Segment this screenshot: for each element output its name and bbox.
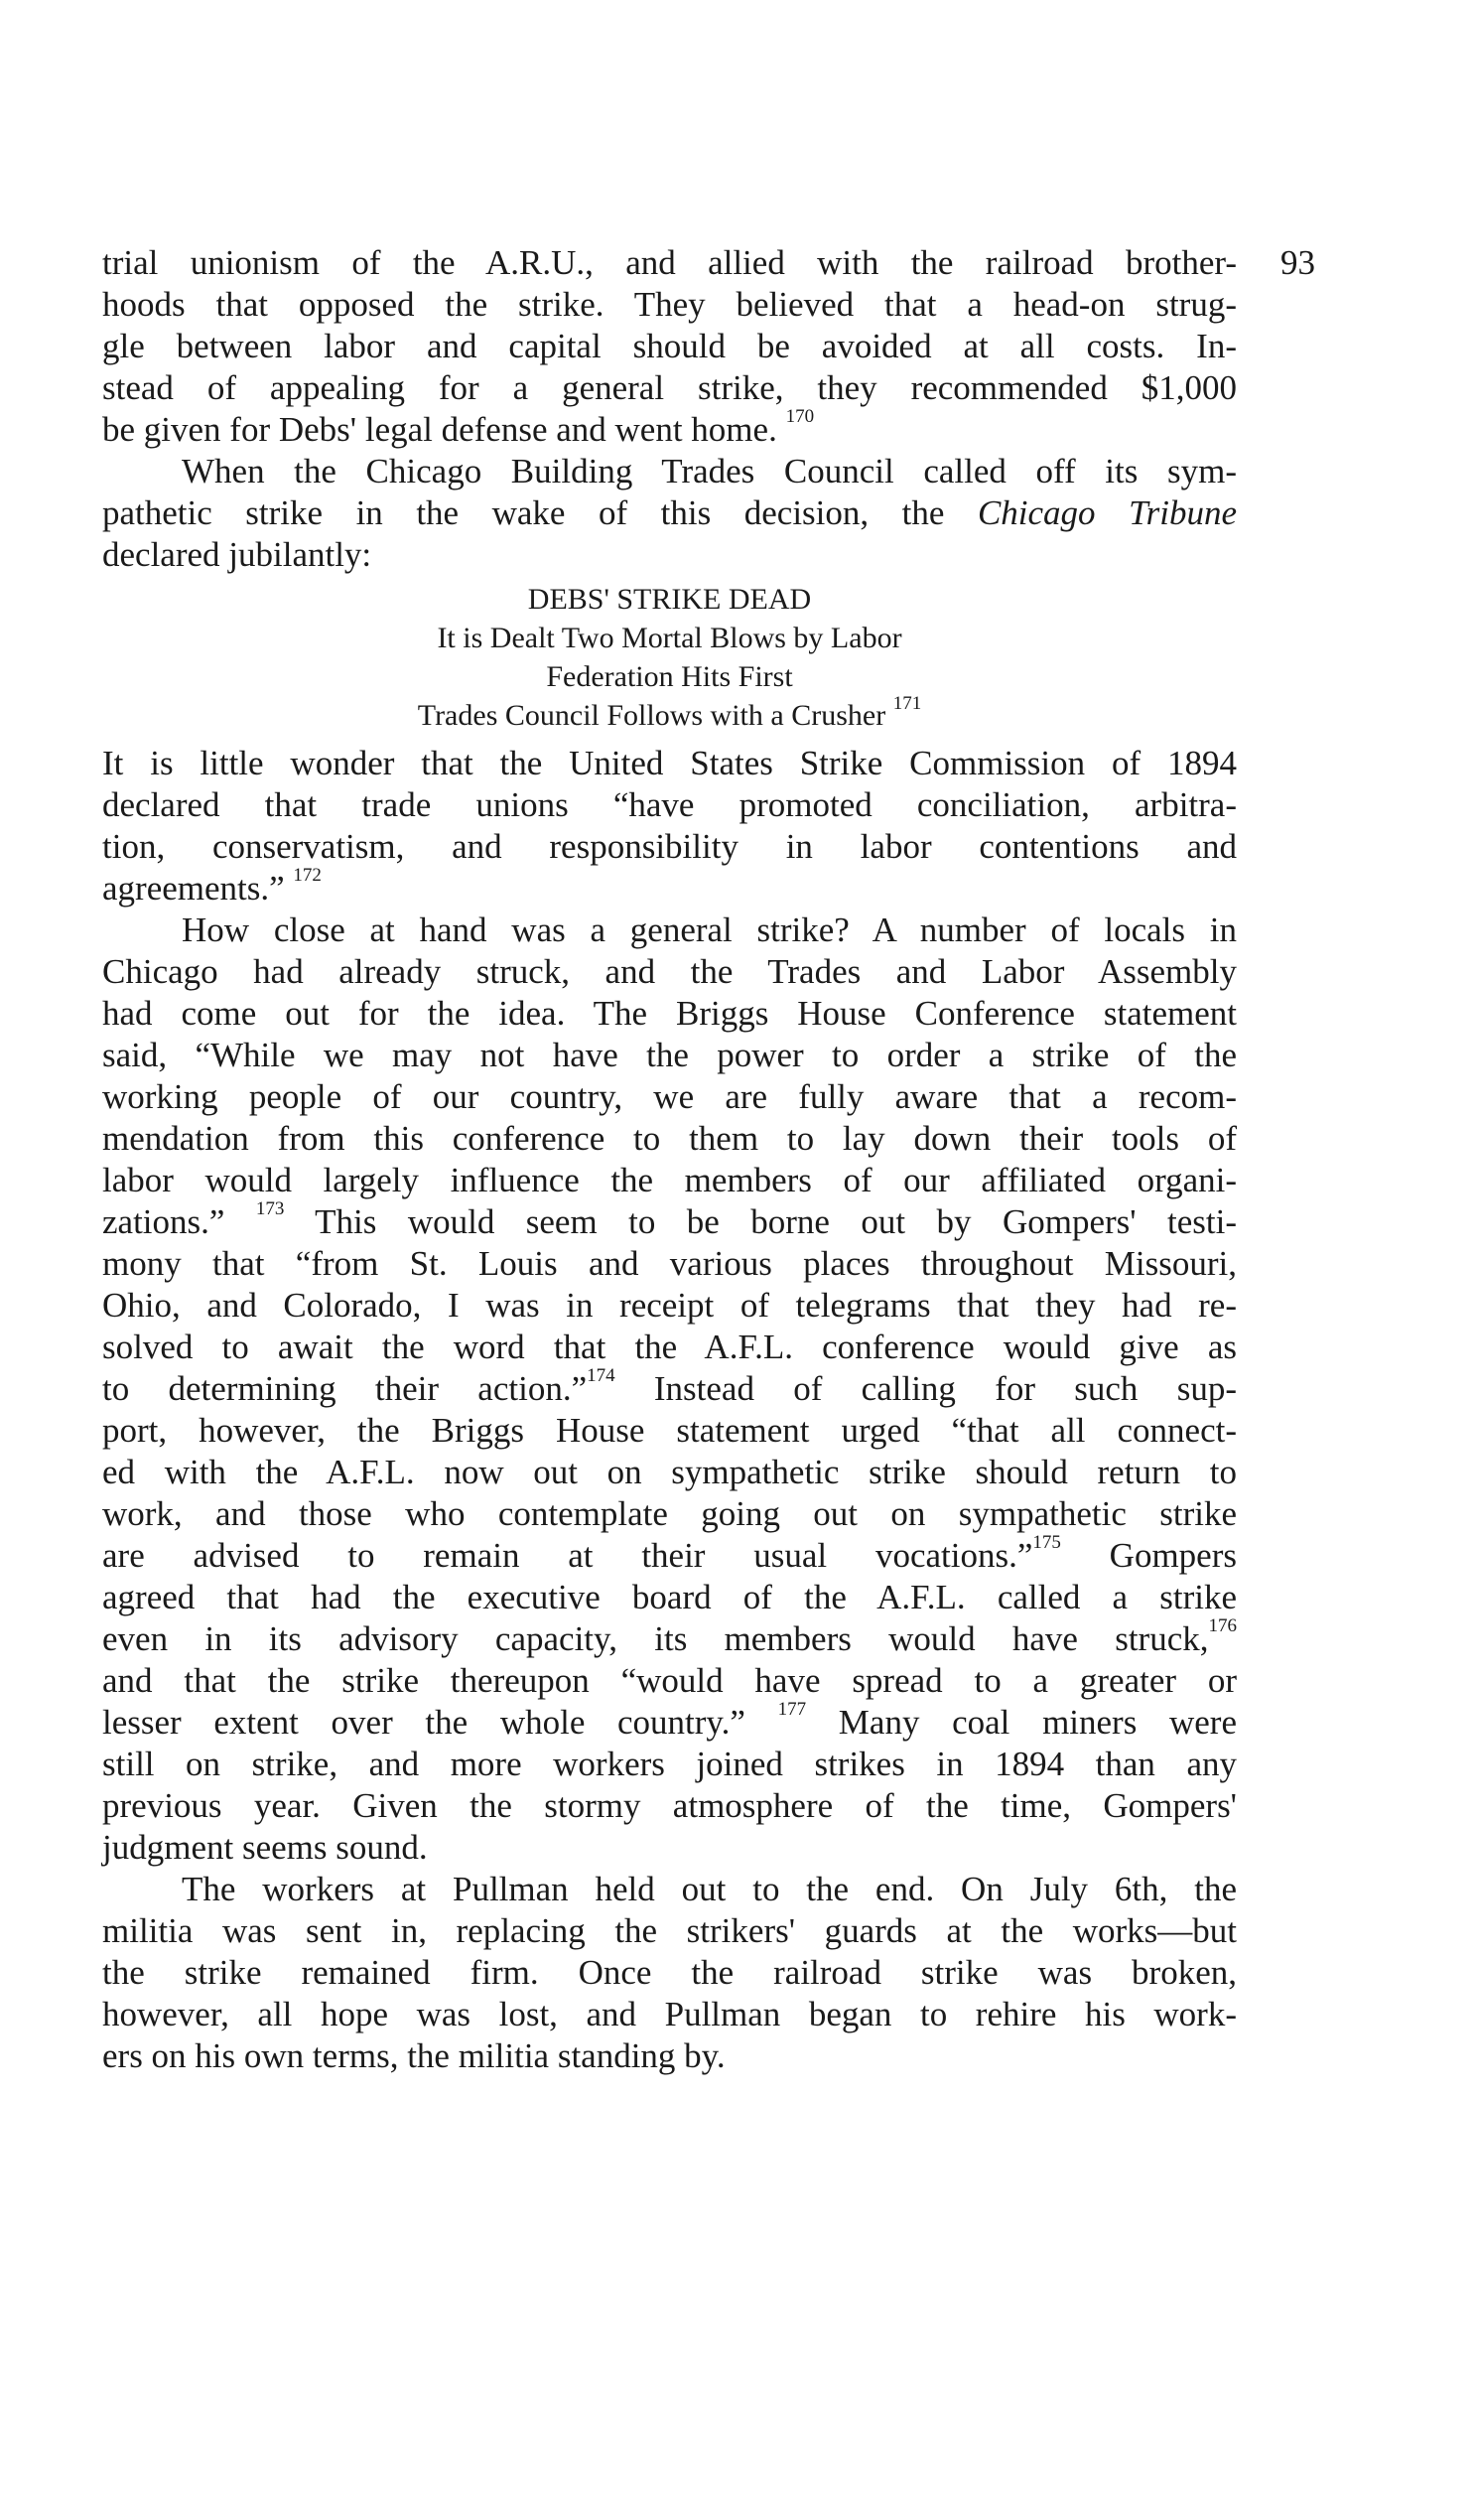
text-line: and that the strike thereupon “would have spread to a greater or (102, 1661, 1237, 1700)
text-segment: to determining their action.” (102, 1369, 588, 1408)
text-line: Ohio, and Colorado, I was in receipt of telegrams that they had re- (102, 1286, 1237, 1325)
headline-line: It is Dealt Two Mortal Blows by Labor (437, 622, 902, 654)
text-line: port, however, the Briggs House statement urged “that all connect- (102, 1411, 1237, 1450)
footnote-marker: 170 (785, 406, 815, 427)
headline-line: Federation Hits First (546, 660, 793, 693)
text-line: tion, conservatism, and responsibility in labor contentions and (102, 827, 1237, 866)
text-line (102, 1615, 1237, 1660)
newspaper-title: Chicago Tribune (977, 493, 1237, 532)
text-line: hoods that opposed the strike. They believed that a head-on strug- (102, 285, 1237, 324)
text-segment: be given for Debs' legal defense and went home. (102, 410, 777, 449)
text-line (102, 492, 1237, 534)
text-segment: Trades Council Follows with a Crusher (417, 699, 886, 732)
text-line (102, 1198, 1237, 1243)
text-line: ers on his own terms, the militia standing by. (102, 2036, 726, 2075)
text-line: however, all hope was lost, and Pullman began to rehire his work- (102, 1995, 1237, 2033)
text-line (102, 1365, 1237, 1410)
headline-quote (102, 576, 1237, 743)
text-segment: even in its advisory capacity, its members would have struck, (102, 1619, 1209, 1658)
page-number: 93 (1280, 243, 1315, 282)
paragraph (102, 743, 1237, 910)
footnote-marker: 173 (255, 1198, 285, 1219)
paragraph (102, 242, 1237, 451)
text-segment: Instead of calling for such sup- (614, 1369, 1237, 1408)
footnote-marker: 172 (293, 865, 322, 886)
text-line: It is little wonder that the United States Strike Commission of 1894 (102, 744, 1237, 782)
text-segment: This would seem to be borne out by Gompers' testi- (284, 1202, 1237, 1241)
text-line: still on strike, and more workers joined strikes in 1894 than any (102, 1745, 1237, 1783)
text-line: The workers at Pullman held out to the end. On July 6th, the (182, 1870, 1237, 1908)
text-line: the strike remained firm. Once the railroad strike was broken, (102, 1953, 1237, 1992)
paragraph (102, 451, 1237, 576)
text-line: trial unionism of the A.R.U., and allied with the railroad brother- (102, 243, 1237, 282)
text-line: labor would largely influence the members of our affiliated organi- (102, 1161, 1237, 1199)
footnote-marker: 171 (892, 693, 922, 714)
footnote-marker: 174 (587, 1365, 615, 1386)
headline-line (102, 693, 1237, 735)
body-text (102, 242, 1237, 2077)
text-line (102, 406, 1237, 451)
text-line: agreed that had the executive board of the A.F.L. called a strike (102, 1578, 1237, 1616)
headline-line: DEBS' STRIKE DEAD (527, 583, 812, 616)
footnote-marker: 176 (1208, 1615, 1237, 1636)
text-segment: are advised to remain at their usual vocations.” (102, 1536, 1033, 1575)
text-line: mony that “from St. Louis and various places throughout Missouri, (102, 1244, 1237, 1283)
footnote-marker: 177 (777, 1699, 807, 1720)
text-line: declared jubilantly: (102, 535, 372, 574)
text-line: declared that trade unions “have promoted conciliation, arbitra- (102, 785, 1237, 824)
text-line: previous year. Given the stormy atmosphere of the time, Gompers' (102, 1786, 1237, 1825)
text-line: ed with the A.F.L. now out on sympathetic strike should return to (102, 1453, 1237, 1491)
text-line: gle between labor and capital should be avoided at all costs. In- (102, 327, 1237, 365)
text-line (102, 1532, 1237, 1577)
text-line: said, “While we may not have the power to order a strike of the (102, 1036, 1237, 1074)
text-segment: agreements.” (102, 869, 285, 908)
text-segment: zations.” (102, 1202, 225, 1241)
text-line: stead of appealing for a general strike, they recommended $1,000 (102, 368, 1237, 407)
text-segment: lesser extent over the whole country.” (102, 1703, 745, 1742)
text-line: When the Chicago Building Trades Council called off its sym- (182, 452, 1237, 490)
paragraph (102, 910, 1237, 1869)
text-segment: Gompers (1060, 1536, 1237, 1575)
text-line: solved to await the word that the A.F.L. conference would give as (102, 1328, 1237, 1366)
text-line: How close at hand was a general strike? A number of locals in (182, 910, 1237, 949)
text-line: work, and those who contemplate going out on sympathetic strike (102, 1494, 1237, 1533)
paragraph (102, 1869, 1237, 2077)
text-line (102, 1699, 1237, 1744)
text-line: mendation from this conference to them to lay down their tools of (102, 1119, 1237, 1158)
text-line: judgment seems sound. (102, 1828, 428, 1867)
text-line (102, 865, 1237, 910)
footnote-marker: 175 (1032, 1532, 1061, 1553)
text-line: had come out for the idea. The Briggs House Conference statement (102, 994, 1237, 1033)
text-line: militia was sent in, replacing the strikers' guards at the works—but (102, 1911, 1237, 1950)
text-line: Chicago had already struck, and the Trades and Labor Assembly (102, 952, 1237, 991)
text-segment: pathetic strike in the wake of this decision, the (102, 493, 978, 532)
text-line: working people of our country, we are fully aware that a recom- (102, 1077, 1237, 1116)
text-segment: Many coal miners were (806, 1703, 1237, 1742)
